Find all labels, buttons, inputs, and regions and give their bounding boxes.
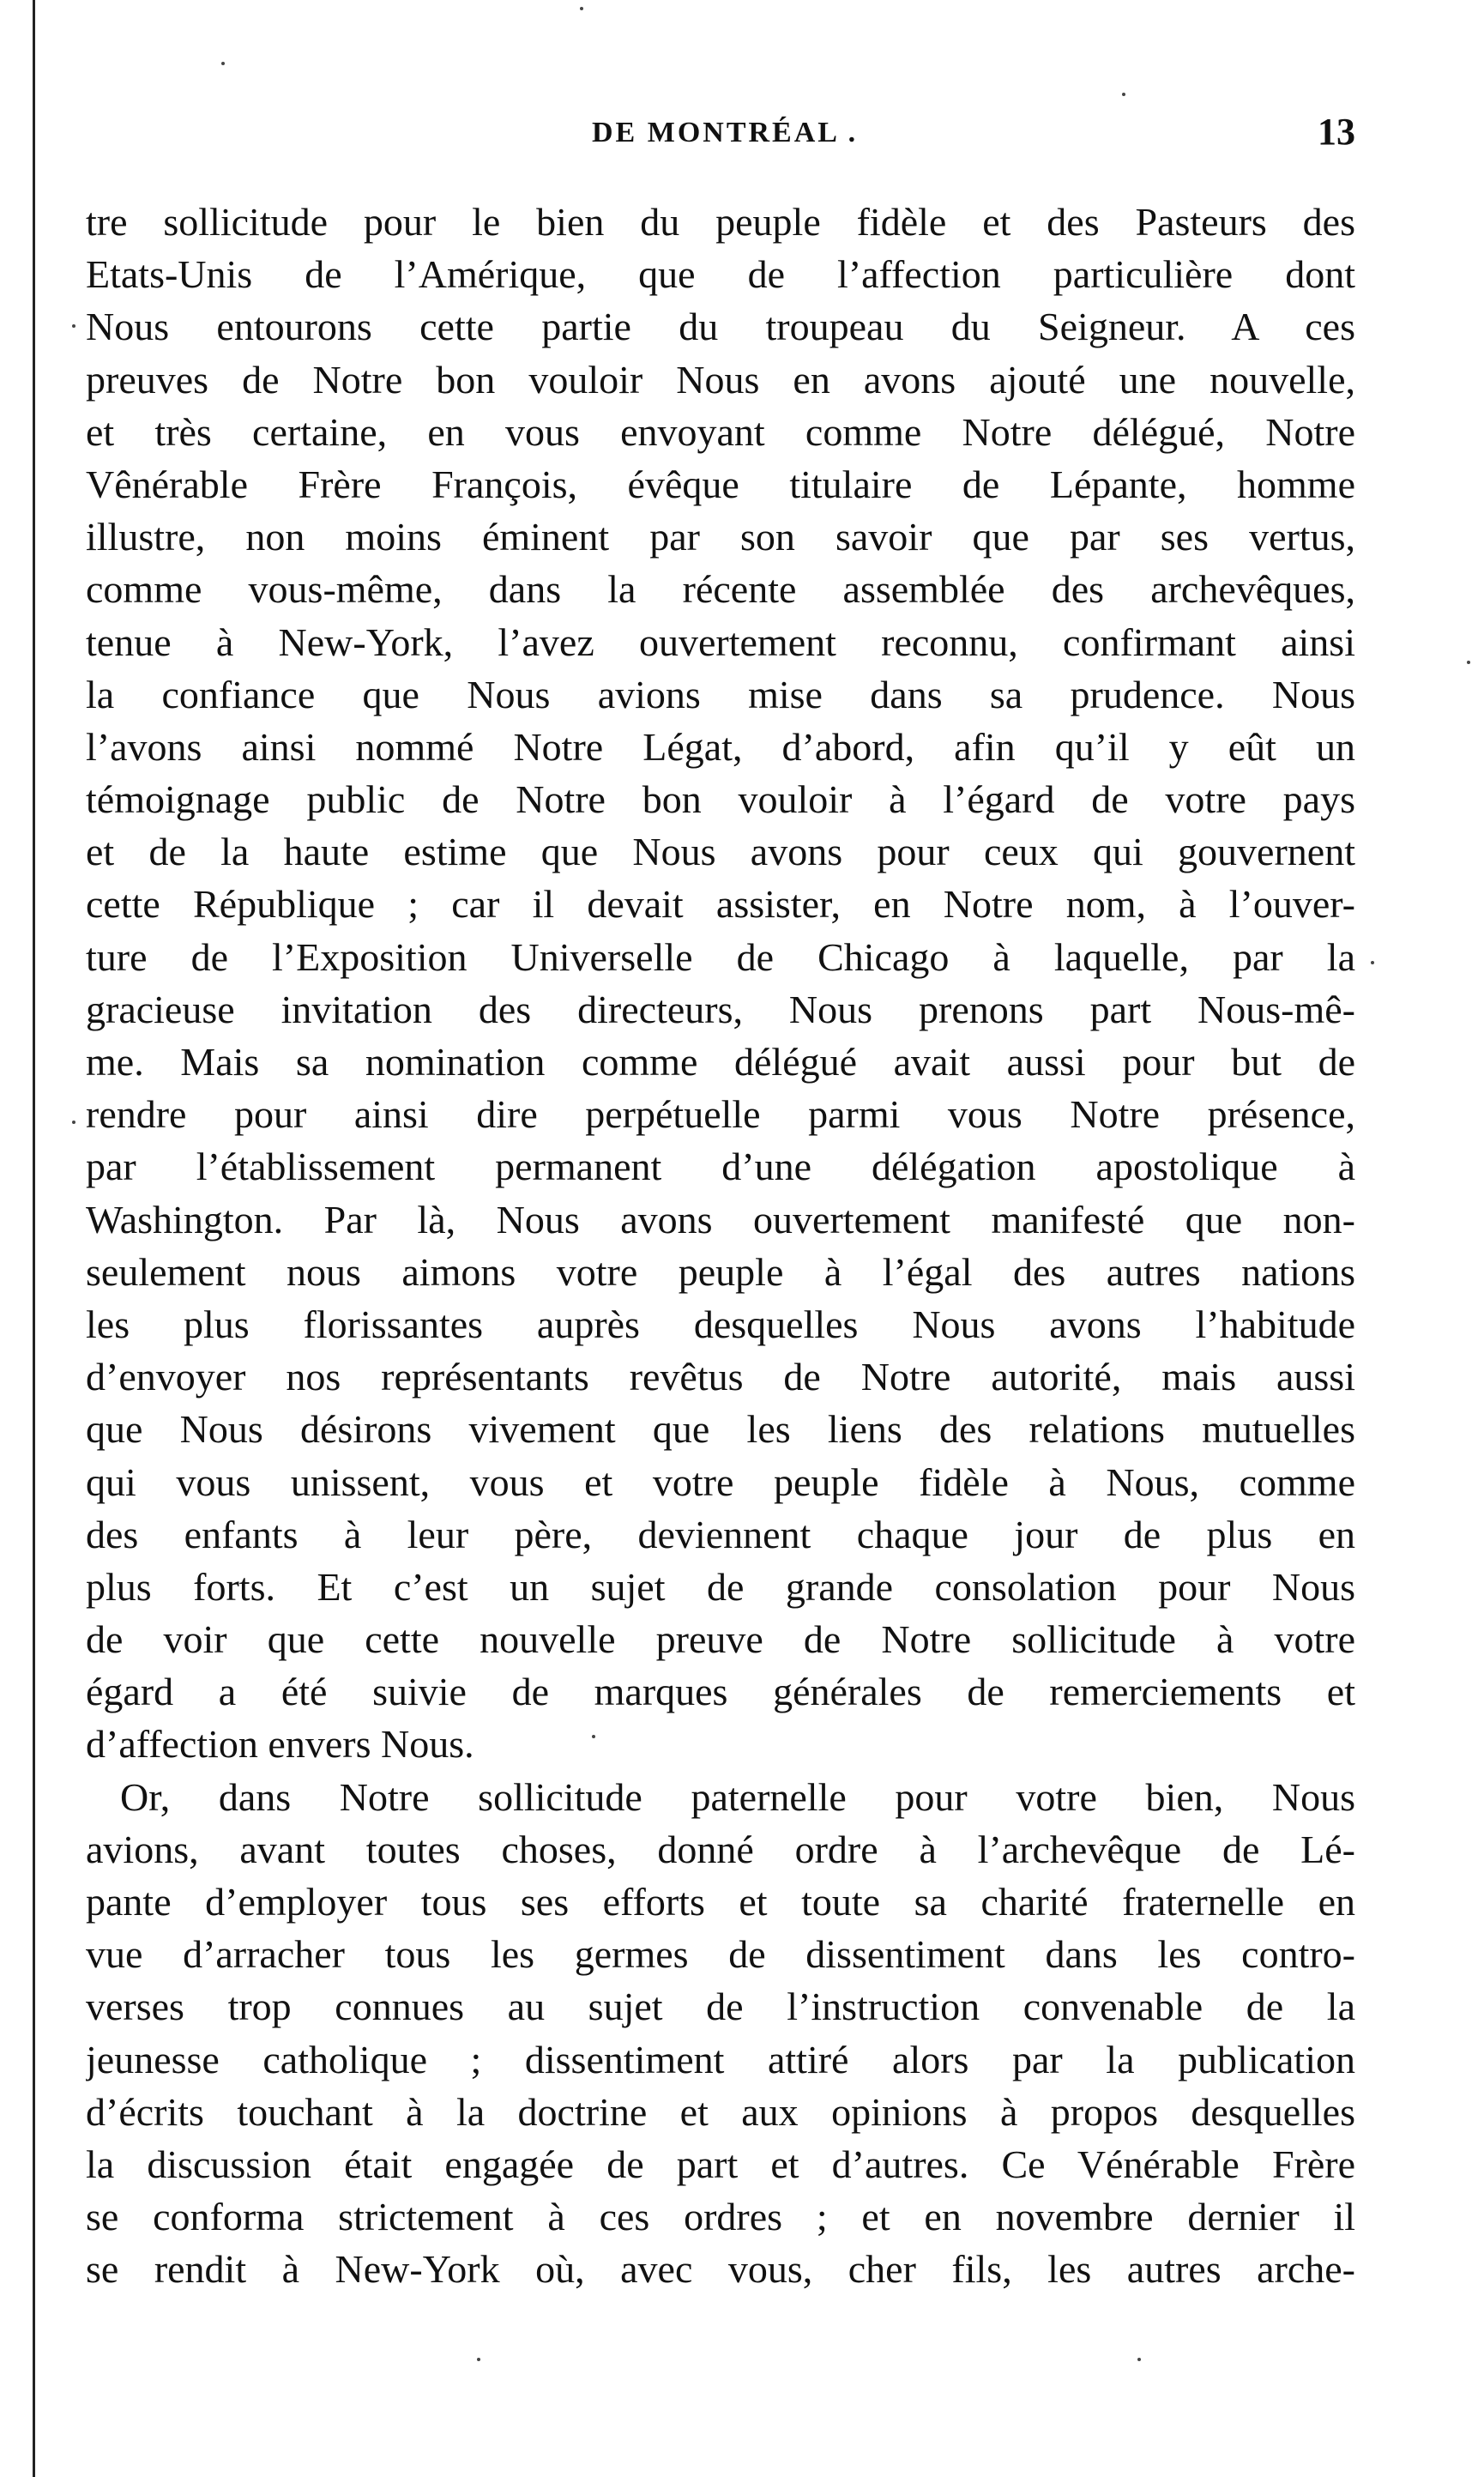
text-line: preuves de Notre bon vouloir Nous en avons ajouté une nouvelle, xyxy=(86,357,1355,402)
scan-speck xyxy=(1122,93,1125,96)
body-text xyxy=(86,196,1355,2296)
text-line: se conforma strictement à ces ordres ; et en novembre dernier il xyxy=(86,2195,1355,2239)
scan-speck xyxy=(72,1121,75,1124)
text-line: des enfants à leur père, deviennent chaque jour de plus en xyxy=(86,1512,1355,1556)
scan-margin-rule xyxy=(33,0,35,2477)
text-line: l’avons ainsi nommé Notre Légat, d’abord, afin qu’il y eût un xyxy=(86,724,1355,769)
text-line: égard a été suivie de marques générales de remerciements et xyxy=(86,1670,1355,1714)
text-line: gracieuse invitation des directeurs, Nous prenons part Nous-mê- xyxy=(86,987,1355,1031)
text-line: et de la haute estime que Nous avons pour ceux qui gouvernent xyxy=(86,830,1355,874)
paragraph-2 xyxy=(86,1771,1355,2296)
text-line: comme vous-même, dans la récente assemblée des archevêques, xyxy=(86,567,1355,612)
text-line: que Nous désirons vivement que les liens des relations mutuelles xyxy=(86,1407,1355,1452)
text-line: Vênérable Frère François, évêque titulaire de Lépante, homme xyxy=(86,462,1355,506)
text-line: la confiance que Nous avions mise dans sa prudence. Nous xyxy=(86,672,1355,716)
paragraph-1 xyxy=(86,196,1355,1771)
text-line: d’affection envers Nous. xyxy=(86,1722,474,1767)
text-line: me. Mais sa nomination comme délégué avait aussi pour but de xyxy=(86,1040,1355,1084)
text-line: et très certaine, en vous envoyant comme Notre délégué, Notre xyxy=(86,409,1355,454)
page-number: 13 xyxy=(1318,111,1355,153)
text-line: avions, avant toutes choses, donné ordre à l’archevêque de Lé- xyxy=(86,1827,1355,1871)
text-line: témoignage public de Notre bon vouloir à l’égard de votre pays xyxy=(86,777,1355,822)
text-line: jeunesse catholique ; dissentiment attiré alors par la publication xyxy=(86,2037,1355,2081)
text-line: tre sollicitude pour le bien du peuple fidèle et des Pasteurs des xyxy=(86,200,1355,244)
text-line: les plus florissantes auprès desquelles Nous avons l’habitude xyxy=(86,1302,1355,1346)
text-line: vue d’arracher tous les germes de dissentiment dans les contro- xyxy=(86,1932,1355,1977)
text-line: se rendit à New-York où, avec vous, cher fils, les autres arche- xyxy=(86,2247,1355,2292)
text-line: Or, dans Notre sollicitude paternelle pour votre bien, Nous xyxy=(120,1774,1355,1819)
scan-speck xyxy=(1137,2358,1141,2361)
scan-speck xyxy=(72,324,75,328)
scan-speck xyxy=(1467,661,1470,664)
scan-speck xyxy=(580,7,583,10)
scan-speck xyxy=(221,62,225,65)
text-line: seulement nous aimons votre peuple à l’égal des autres nations xyxy=(86,1249,1355,1294)
text-line: tenue à New-York, l’avez ouvertement reconnu, confirmant ainsi xyxy=(86,619,1355,664)
text-line: cette République ; car il devait assister, en Notre nom, à l’ouver- xyxy=(86,882,1355,927)
page-header xyxy=(86,110,1355,161)
text-line: Etats-Unis de l’Amérique, que de l’affection particulière dont xyxy=(86,252,1355,297)
scan-speck xyxy=(477,2358,480,2361)
text-line: illustre, non moins éminent par son savoir que par ses vertus, xyxy=(86,515,1355,559)
text-line: rendre pour ainsi dire perpétuelle parmi vous Notre présence, xyxy=(86,1092,1355,1137)
text-line: la discussion était engagée de part et d’autres. Ce Vénérable Frère xyxy=(86,2142,1355,2186)
text-line: ture de l’Exposition Universelle de Chicago à laquelle, par la xyxy=(86,934,1355,979)
text-line: qui vous unissent, vous et votre peuple fidèle à Nous, comme xyxy=(86,1459,1355,1504)
text-line: Nous entourons cette partie du troupeau du Seigneur. A ces xyxy=(86,305,1355,349)
running-title: DE MONTRÉAL . xyxy=(592,117,859,148)
text-line: d’écrits touchant à la doctrine et aux opinions à propos desquelles xyxy=(86,2089,1355,2134)
text-line: de voir que cette nouvelle preuve de Notre sollicitude à votre xyxy=(86,1617,1355,1662)
text-line: verses trop connues au sujet de l’instruction convenable de la xyxy=(86,1985,1355,2029)
text-line: d’envoyer nos représentants revêtus de Notre autorité, mais aussi xyxy=(86,1355,1355,1399)
text-line: Washington. Par là, Nous avons ouvertement manifesté que non- xyxy=(86,1197,1355,1242)
text-line: pante d’employer tous ses efforts et toute sa charité fraternelle en xyxy=(86,1880,1355,1924)
text-line: plus forts. Et c’est un sujet de grande consolation pour Nous xyxy=(86,1564,1355,1609)
text-line: par l’établissement permanent d’une délégation apostolique à xyxy=(86,1145,1355,1189)
scan-speck xyxy=(1371,961,1374,964)
